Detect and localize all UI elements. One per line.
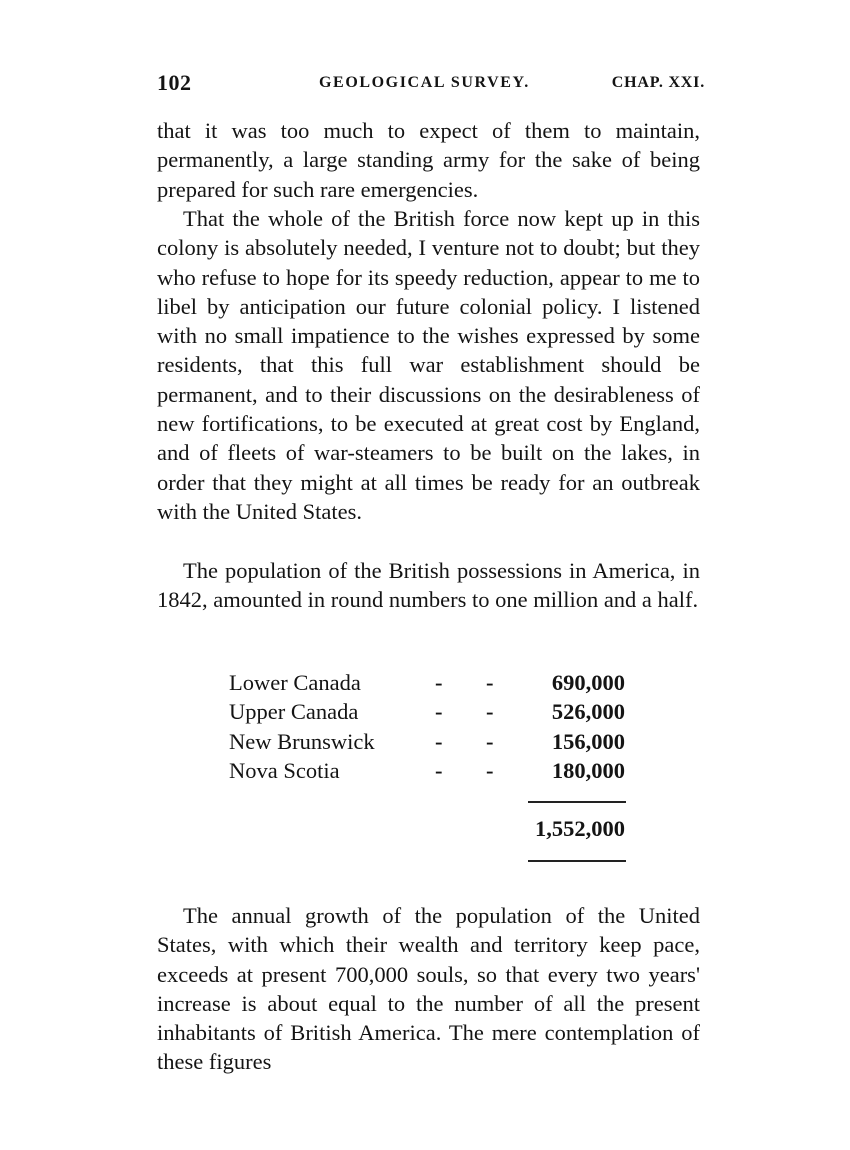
region-name: Lower Canada: [229, 670, 361, 695]
leader-dash: -: [486, 757, 494, 783]
paragraph-annual-growth: [157, 901, 700, 1077]
table-row: [229, 756, 629, 785]
paragraph-text: that it was too much to expect of them to maintain, permanently, a large standing army for the sake of being prepared for such rare emergencies.: [157, 118, 700, 202]
leader-dash: -: [486, 670, 494, 695]
table-row: [229, 668, 629, 697]
running-head: [157, 70, 705, 100]
population-value: 526,000: [551, 699, 625, 725]
sum-rule-bottom: [528, 860, 626, 862]
paragraph-text: That the whole of the British force now kept up in this colony is absolutely needed, I venture not to doubt; but they who refuse to hope for its speedy reduction, appear to me to libel by anticipation our future colonial policy. I listened with no small impatience to the wishes expressed by some residents, that this full war establishment should be permanent, and to their discussions on the desirableness of new fortifications, to be executed at great cost by England, and of fleets of war-steamers to be built on the lakes, in order that they might at all times be ready for an outbreak with the United States.: [157, 206, 700, 524]
leader-dash: -: [486, 699, 494, 725]
page-number: 102: [157, 70, 192, 95]
paragraph-british-force: [157, 204, 700, 526]
population-value: 156,000: [551, 728, 625, 754]
region-name: New Brunswick: [229, 728, 375, 754]
population-value: 690,000: [551, 670, 625, 695]
leader-dash: -: [486, 728, 494, 754]
population-table: [229, 668, 629, 785]
running-title: GEOLOGICAL SURVEY.: [319, 74, 530, 91]
paragraph-continuation: [157, 116, 700, 204]
population-total: 1,552,000: [535, 816, 625, 841]
region-name: Nova Scotia: [229, 757, 340, 783]
leader-dash: -: [435, 670, 443, 695]
table-row: [229, 697, 629, 726]
population-value: 180,000: [551, 757, 625, 783]
sum-rule-top: [528, 801, 626, 803]
chapter-reference: CHAP. XXI.: [611, 74, 705, 91]
leader-dash: -: [435, 699, 443, 725]
paragraph-text: The population of the British possessions in America, in 1842, amounted in round numbers to one million and a half.: [157, 558, 700, 613]
leader-dash: -: [435, 757, 443, 783]
leader-dash: -: [435, 728, 443, 754]
paragraph-population-intro: [157, 556, 700, 615]
region-name: Upper Canada: [229, 699, 359, 725]
table-row: [229, 727, 629, 756]
paragraph-text: The annual growth of the population of the United States, with which their wealth and territory keep pace, exceeds at present 700,000 souls, so that every two years' increase is about equal to the number of all the present inhabitants of British America. The mere contemplation of these figures: [157, 903, 700, 1075]
